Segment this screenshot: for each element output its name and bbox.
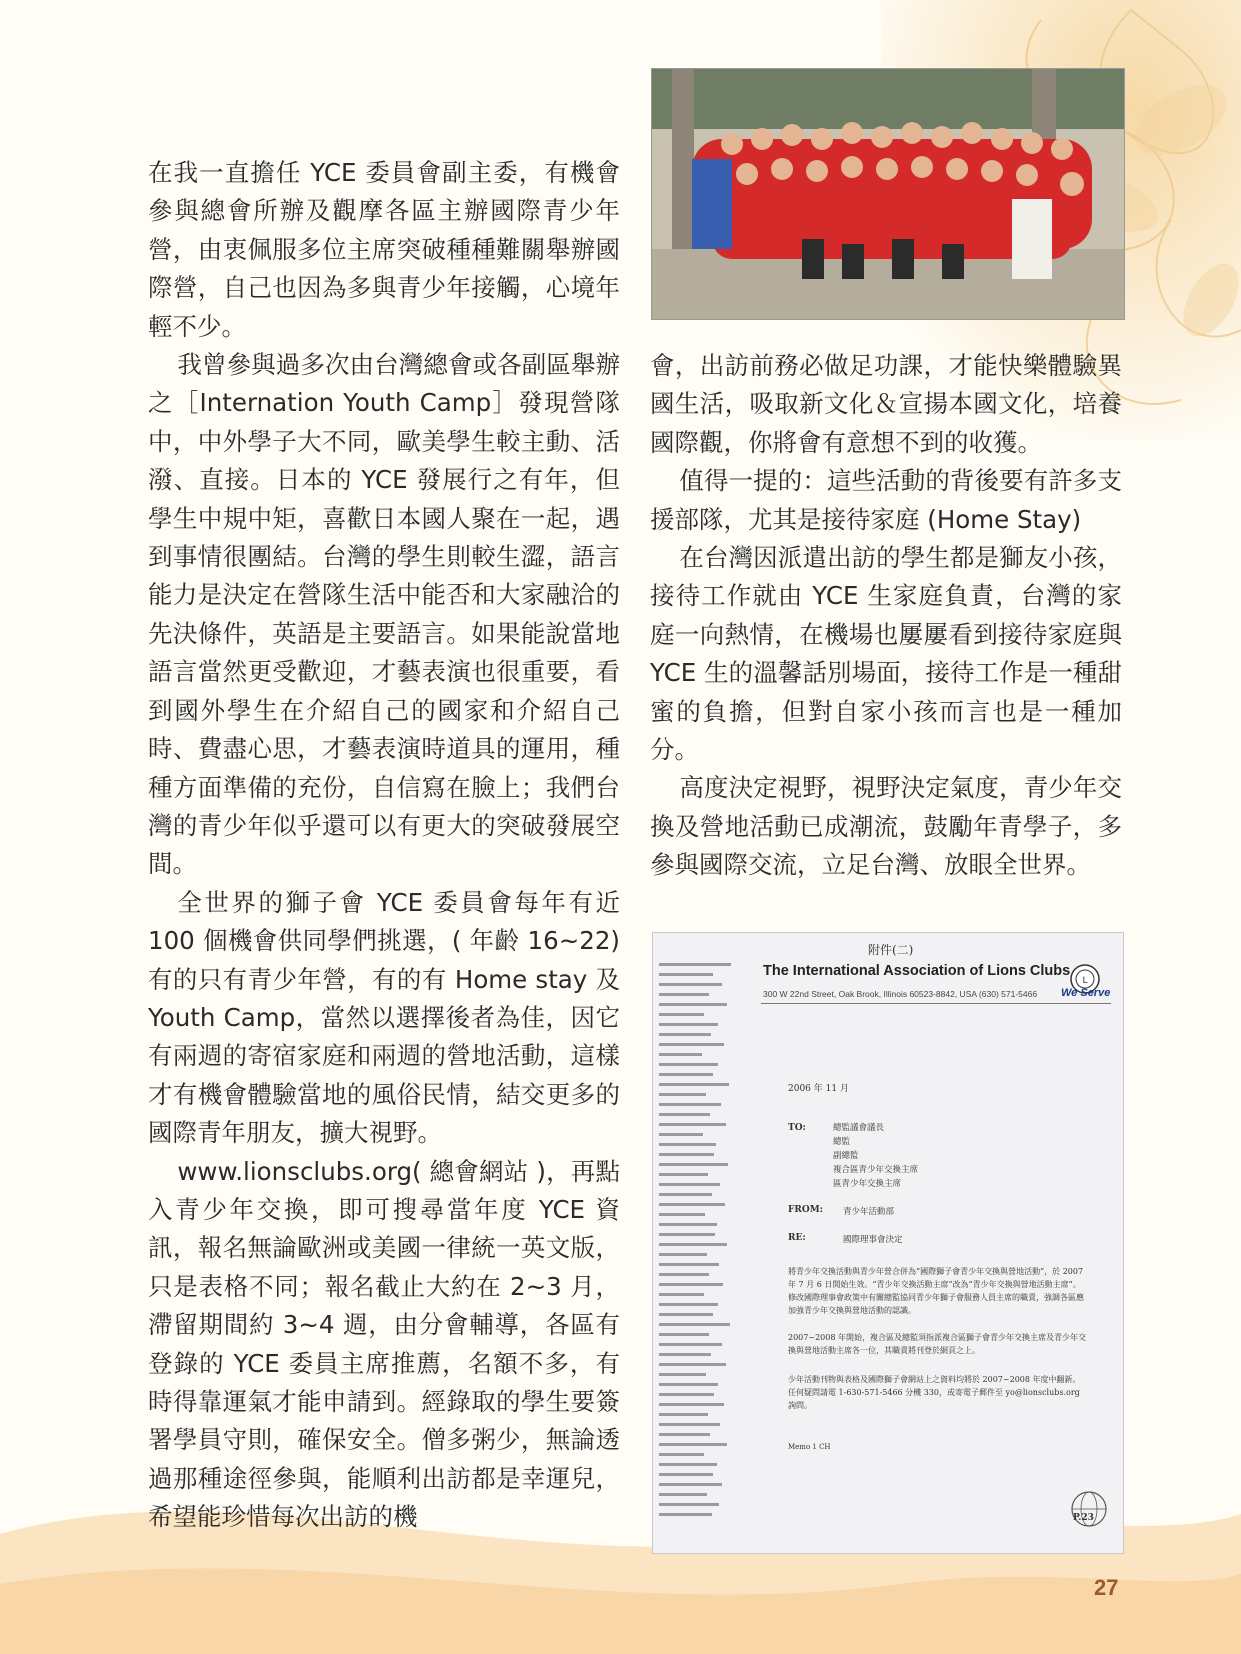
organization-address: 300 W 22nd Street, Oak Brook, Illinois 60523-8842, USA (630) 571-5466 [763,989,1038,999]
paragraph: www.lionsclubs.org( 總會網站 )，再點入青少年交換，即可搜尋當年度 YCE 資訊，報名無論歐洲或美國一律統一英文版，只是表格不同；報名截止大約在 2~3 月，滯留期間約 3~4 週，由分會輔導，各區有登錄的 YCE 委員主席推薦，名額不多，有時得靠運氣才能申請到。經錄取的學生要簽署學員守則，確保安全。僧多粥少，無論透過那種途徑參與，能順利出訪都是幸運兒，希望能珍惜每次出訪的機 [148,1156,620,1532]
letter-body: 2007~2008 年開始，複合區及總監須指派複合區獅子會青少年交換主席及青少年交換與營地活動主席各一位，其職責將刊登於網頁之上。 [788,1333,1086,1355]
to-line: 總監 [833,1137,851,1147]
slogan: We Serve [1061,987,1111,999]
attachment-label: 附件(二) [868,943,914,957]
right-text-column [650,347,1122,885]
letter-body: 少年活動刊物與表格及國際獅子會網站上之資料均將於 2007~2008 年度中翻新。任何疑問請電 1-630-571-5466 分機 330，或寄電子郵件至 yo@lionsclubs.org 詢問。 [788,1375,1081,1410]
paragraph: 在我一直擔任 YCE 委員會副主委，有機會參與總會所辦及觀摩各區主辦國際青少年營，由衷佩服多位主席突破種種難關舉辦國際營，自己也因為多與青少年接觸，心境年輕不少。 [148,158,620,341]
paragraph: 值得一提的：這些活動的背後要有許多支援部隊，尤其是接待家庭 (Home Stay) [650,466,1122,534]
globe-stamp-icon [1069,1489,1109,1529]
paragraph: 會，出訪前務必做足功課，才能快樂體驗異國生活，吸取新文化＆宣揚本國文化，培養國際觀，你將會有意想不到的收獲。 [650,351,1122,457]
to-line: 複合區青少年交換主席 [833,1165,919,1175]
group-photo [651,68,1125,320]
to-line: 副總監 [833,1151,859,1161]
memo-code: Memo 1 CH [788,1443,831,1451]
scanned-letter [652,932,1124,1554]
re-label: RE: [788,1233,806,1243]
svg-text:L: L [1082,976,1088,986]
from-value: 青少年活動部 [843,1207,895,1217]
header-rule [761,1003,1111,1004]
paragraph: 全世界的獅子會 YCE 委員會每年有近 100 個機會供同學們挑選，( 年齡 16~22) 有的只有青少年營，有的有 Home stay 及 Youth Camp，當然以選擇後者為佳，因它有兩週的寄宿家庭和兩週的營地活動，這樣才有機會體驗當地的風俗民情，結交更多的國際青年朋友，擴大視野。 [148,887,620,1148]
paragraph: 我曾參與過多次由台灣總會或各副區舉辦之［Internation Youth Camp］發現營隊中，中外學子大不同，歐美學生較主動、活潑、直接。日本的 YCE 發展行之有年，但學生中規中矩，喜歡日本國人聚在一起，遇到事情很團結。台灣的學生則較生澀，語言能力是決定在營隊生活中能否和大家融洽的先決條件，英語是主要語言。如果能說當地語言當然更受歡迎，才藝表演也很重要，看到國外學生在介紹自己的國家和介紹自己時、費盡心思，才藝表演時道具的運用，種種方面準備的充份，自信寫在臉上；我們台灣的青少年似乎還可以有更大的突破發展空間。 [148,350,620,879]
lions-logo-icon [1063,963,1107,1007]
organization-name: The International Association of Lions Clubs [763,963,1071,979]
left-text-column [148,154,620,1537]
to-line: 區青少年交換主席 [833,1179,902,1189]
from-label: FROM: [788,1205,823,1215]
re-value: 國際理事會決定 [843,1235,903,1245]
letter-date: 2006 年 11 月 [788,1084,849,1094]
to-line: 總監議會議長 [833,1123,885,1133]
paragraph: 高度決定視野，視野決定氣度，青少年交換及營地活動已成潮流，鼓勵年青學子，多參與國際交流，立足台灣、放眼全世界。 [650,773,1122,880]
paragraph: 在台灣因派遣出訪的學生都是獅友小孩，接待工作就由 YCE 生家庭負責，台灣的家庭一向熱情，在機場也屢屢看到接待家庭與 YCE 生的溫馨話別場面，接待工作是一種甜蜜的負擔，但對自家小孩而言也是一種加分。 [650,543,1122,765]
to-label: TO: [788,1123,806,1133]
page-number: 27 [1094,1575,1119,1600]
officer-list [659,963,749,1533]
letter-body: 將青少年交換活動與青少年營合併為“國際獅子會青少年交換與營地活動”，於 2007 年 7 月 6 日開始生效。“青少年交換活動主席”改為“青少年交換與營地活動主席”。修改國際理事會政策中有關總監協同青少年獅子會服務人員主席的職責，強調各區應加強青少年交換與營地活動的認識。 [788,1267,1084,1315]
letter-page-mark: P.23 [1073,1513,1094,1523]
